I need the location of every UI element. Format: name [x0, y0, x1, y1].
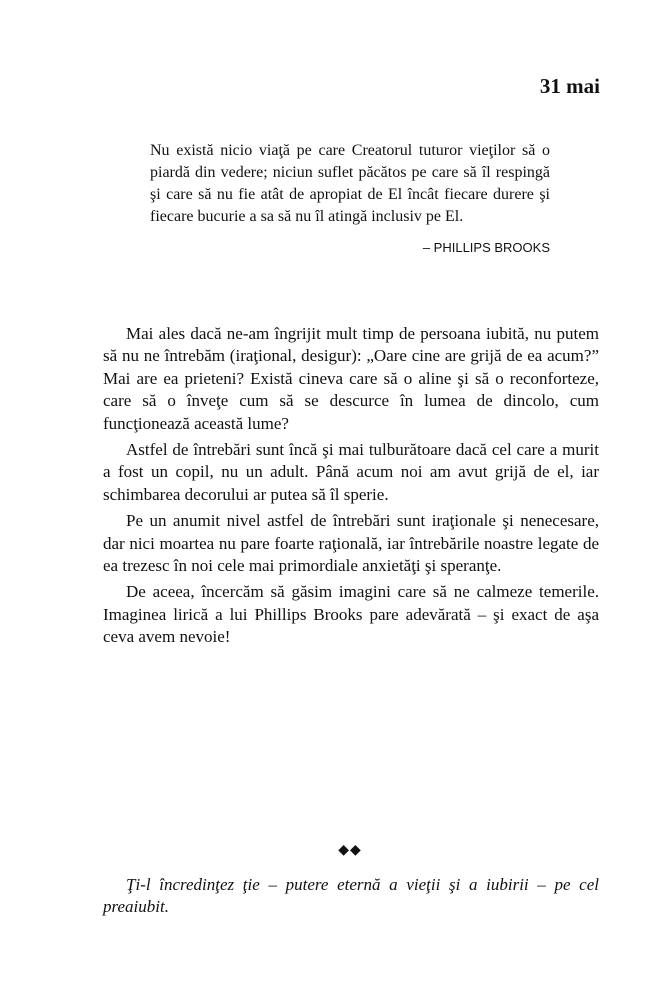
main-text [103, 323, 599, 653]
closing-affirmation: Ţi-l încredinţez ţie – putere eternă a vieţii şi a iubirii – pe cel preaiubit. [103, 875, 599, 917]
epigraph-author: – PHILLIPS BROOKS [422, 240, 550, 255]
paragraph: Astfel de întrebări sunt încă şi mai tulburătoare dacă cel care a murit a fost un copil, nu un adult. Până acum noi am avut grijă de el, iar schimbarea decorului ar putea să îl sperie. [103, 440, 599, 504]
epigraph-quote: Nu există nicio viaţă pe care Creatorul tuturor vieţilor să o piardă din vedere; niciun suflet păcătos pe care să îl respingă şi care să nu fie atât de apropiat de El încât fiecare durere şi fiecare bucurie a sa să nu îl atingă inclusiv pe El. [150, 142, 550, 225]
section-separator-icon: ◆◆ [338, 843, 362, 858]
paragraph: Pe un anumit nivel astfel de întrebări sunt iraţionale şi nenecesare, dar nici moartea nu pare foarte raţională, iar întrebările noastre legate de ea trezesc în noi cele mai primordiale anxietăţi şi speranţe. [103, 511, 599, 576]
paragraph: Mai ales dacă ne-am îngrijit mult timp de persoana iubită, nu putem să nu ne întrebăm (iraţional, desigur): „Oare cine are grijă de ea acum?” Mai are ea prieteni? Există cineva care să o aline şi să o reconforteze, care să o înveţe cum să se descurce în lumea de dincolo, cum funcţionează această lume? [103, 324, 599, 433]
page-title: 31 mai [539, 74, 600, 98]
paragraph: De aceea, încercăm să găsim imagini care să ne calmeze temerile. Imaginea lirică a lui Phillips Brooks pare adevărată – şi exact de aşa ceva avem nevoie! [103, 582, 599, 647]
epigraph [150, 140, 550, 255]
